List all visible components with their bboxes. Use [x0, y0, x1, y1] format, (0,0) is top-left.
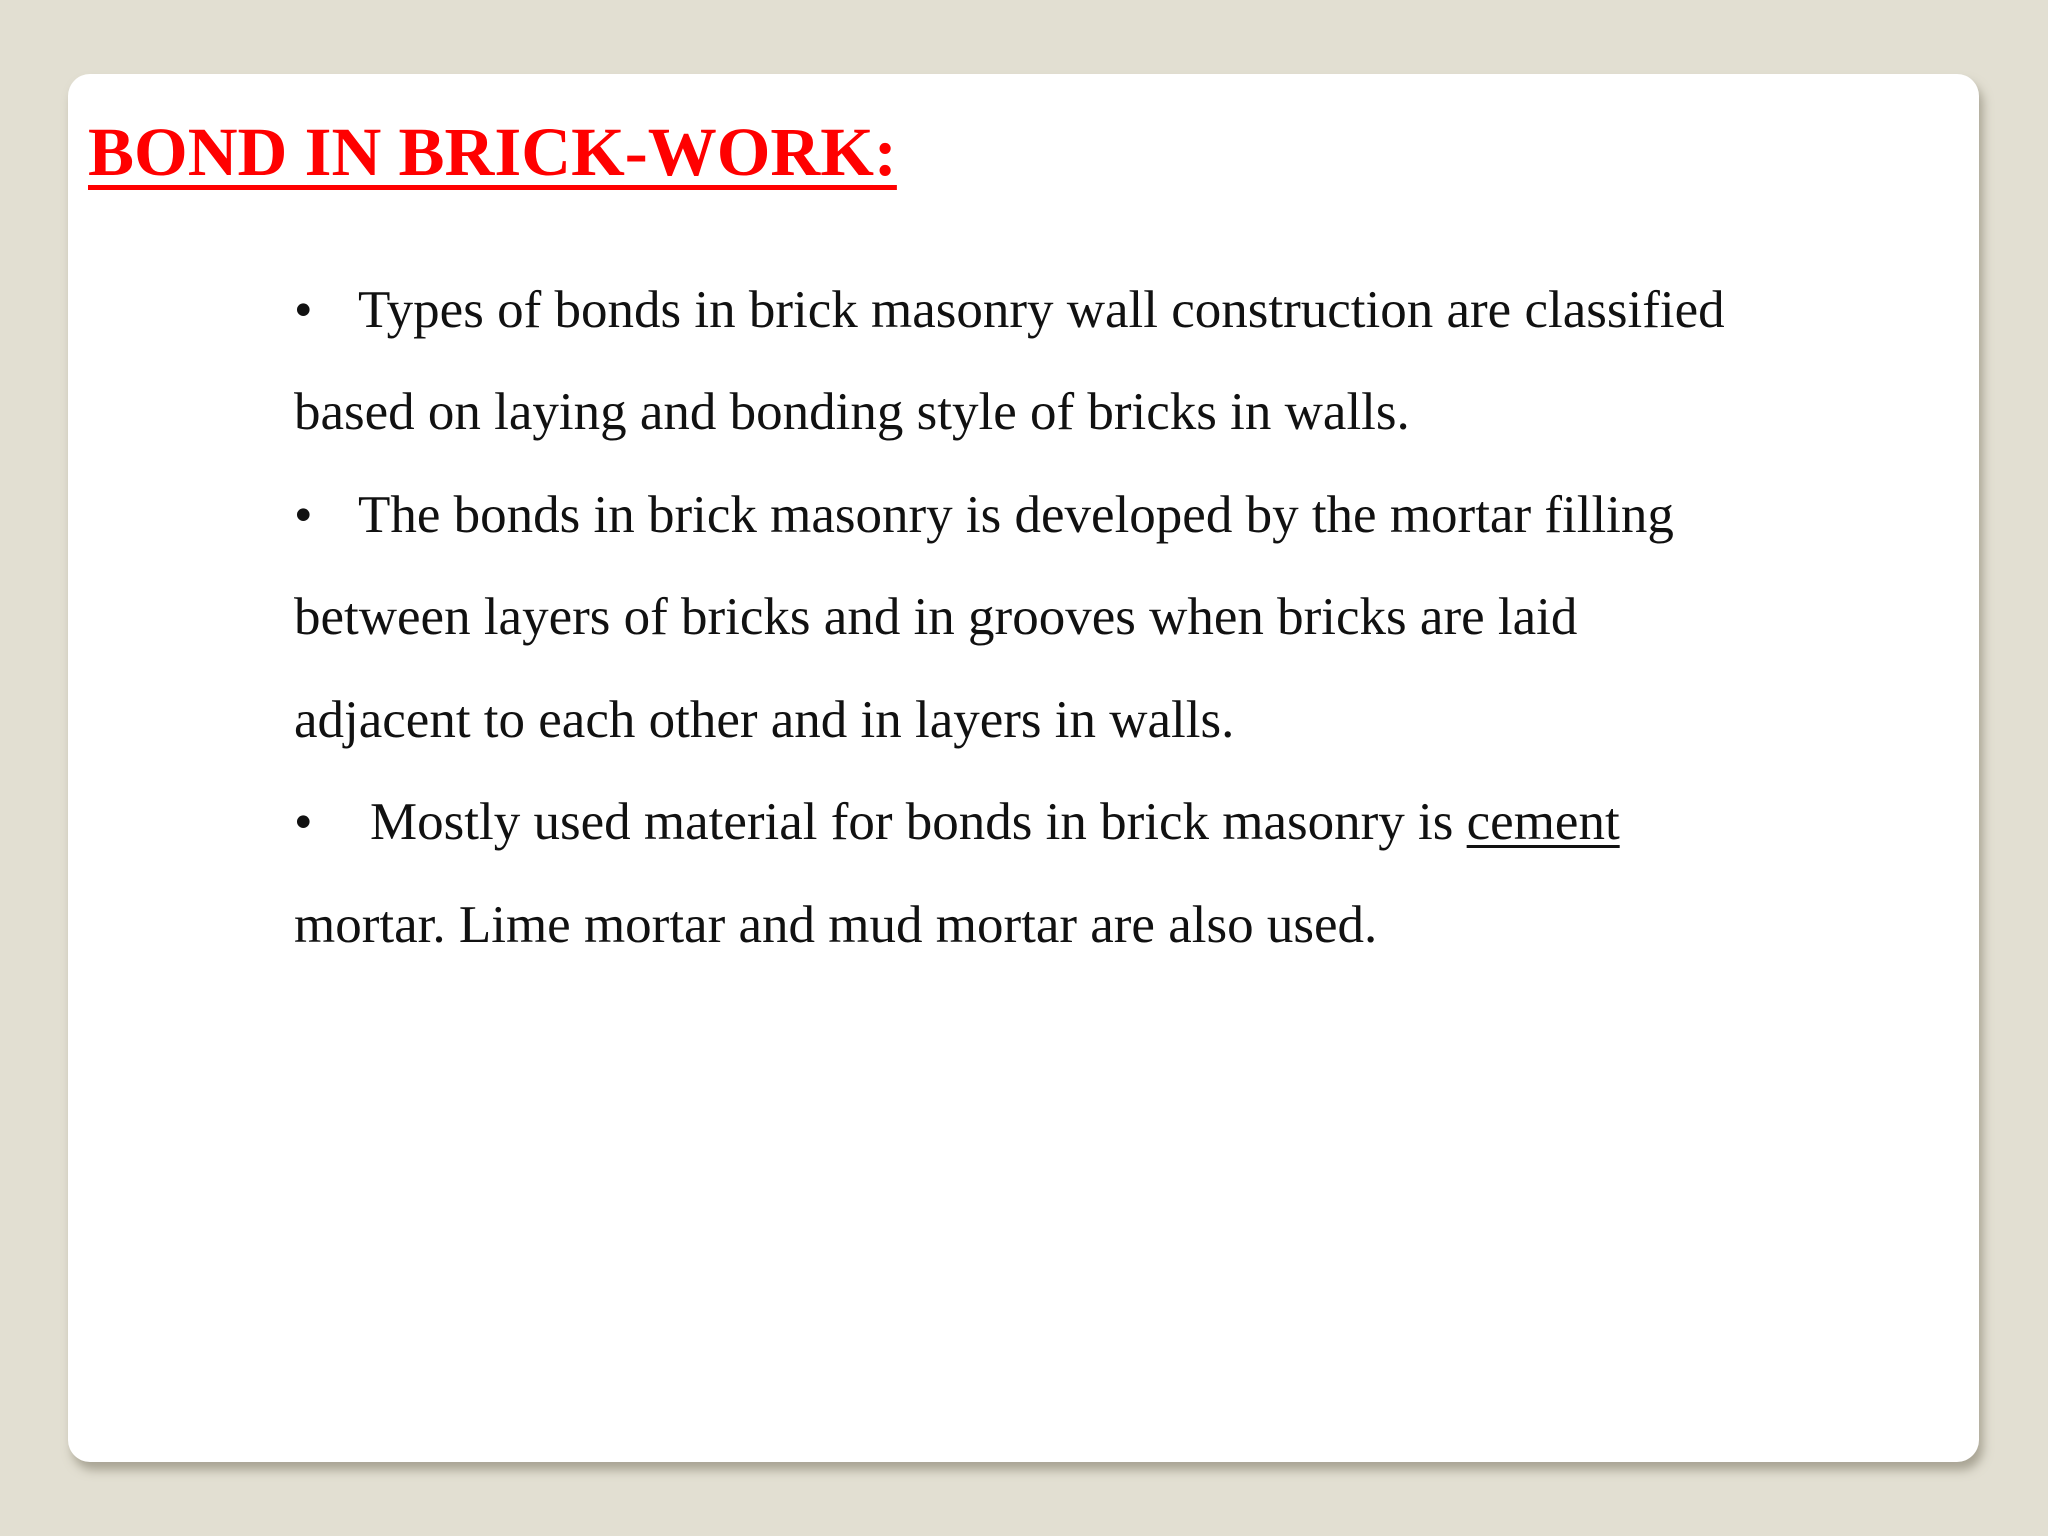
slide-title: BOND IN BRICK-WORK:: [88, 114, 897, 190]
bullet-3-marker: •: [294, 793, 313, 851]
bullet-3-line-2: [294, 896, 1378, 954]
bullet-1-line-1: [294, 281, 1725, 339]
bullet-2-line-1: [294, 486, 1674, 544]
bullet-2-marker: •: [294, 486, 313, 544]
bullet-2-text-2: between layers of bricks and in grooves when bricks are laid: [294, 588, 1578, 646]
bullet-3-text-2: mortar. Lime mortar and mud mortar are also used.: [294, 896, 1378, 954]
bullet-2-text-3: adjacent to each other and in layers in walls.: [294, 691, 1235, 749]
bullet-3-line-1: [294, 793, 1620, 851]
cement-underlined-term: cement: [1466, 793, 1620, 851]
bullet-1-text-2: based on laying and bonding style of bricks in walls.: [294, 383, 1410, 441]
bullet-3-text-1: Mostly used material for bonds in brick masonry is: [370, 793, 1467, 851]
bullet-2-line-2: [294, 588, 1578, 646]
bullet-1-line-2: [294, 383, 1410, 441]
slide-panel: [68, 74, 1979, 1462]
bullet-1-marker: •: [294, 281, 313, 339]
bullet-2-text-1: The bonds in brick masonry is developed by the mortar filling: [358, 486, 1674, 544]
bullet-2-line-3: [294, 691, 1235, 749]
bullet-1-text-1: Types of bonds in brick masonry wall construction are classified: [358, 281, 1725, 339]
